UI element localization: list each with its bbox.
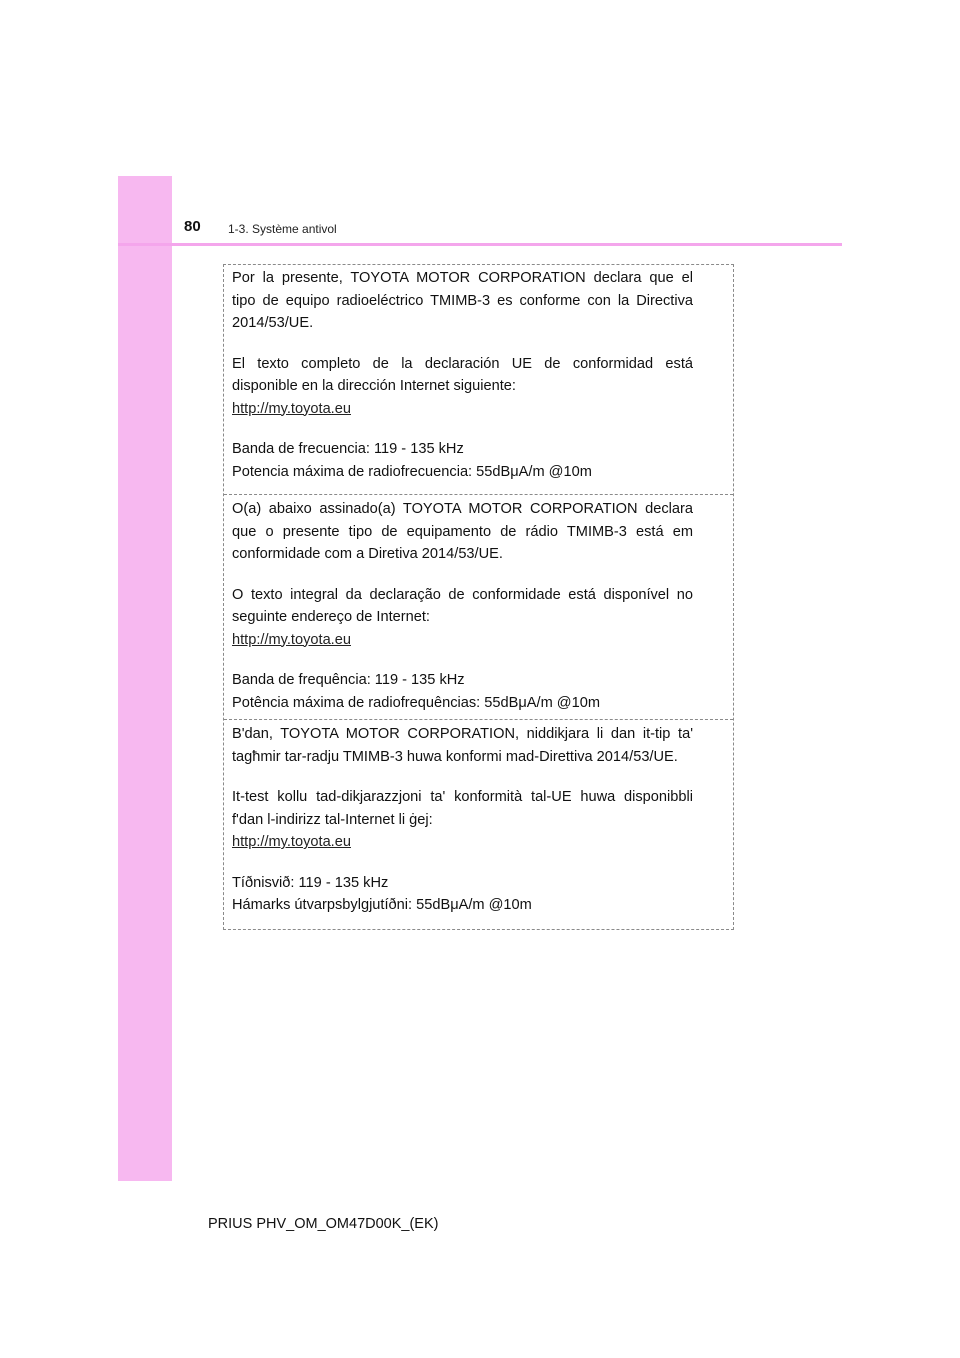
- declaration-link[interactable]: http://my.toyota.eu: [232, 631, 351, 648]
- declaration-link[interactable]: http://my.toyota.eu: [232, 400, 351, 417]
- text-line: disponible en la dirección Internet siguiente:: [232, 378, 516, 394]
- max-power-line: Potencia máxima de radiofrecuencia: 55dBμA/m @10m: [232, 463, 592, 480]
- text-line: f'dan l-indirizz tal-Internet li ġej:: [232, 811, 433, 828]
- frequency-band-line: Banda de frecuencia: 119 - 135 kHz: [232, 441, 464, 457]
- radio-specs-paragraph: [232, 872, 733, 917]
- declaration-block-maltese: [224, 719, 733, 929]
- text-line: tipo de equipo radioeléctrico TMIMB-3 es conforme con la Directiva: [232, 292, 693, 309]
- max-power-line: Potência máxima de radiofrequências: 55dBμA/m @10m: [232, 694, 600, 711]
- section-title: 1-3. Système antivol: [228, 222, 337, 236]
- text-line: tagħmir tar-radju TMIMB-3 huwa konformi mad-Direttiva 2014/53/UE.: [232, 748, 678, 765]
- text-line: que o presente tipo de equipamento de rádio TMIMB-3 está em: [232, 523, 693, 540]
- text-line: 2014/53/UE.: [232, 315, 314, 331]
- text-line: Por la presente, TOYOTA MOTOR CORPORATION declara que el: [232, 270, 693, 286]
- availability-paragraph: [232, 786, 733, 854]
- availability-paragraph: [232, 584, 733, 652]
- text-line: It-test kollu tad-dikjarazzjoni ta' konformità tal-UE huwa disponibbli: [232, 789, 693, 805]
- radio-specs-paragraph: [232, 438, 733, 483]
- declaration-paragraph: [232, 723, 733, 768]
- declaration-block-spanish: [224, 265, 733, 494]
- declaration-box: [223, 264, 734, 930]
- declaration-link[interactable]: http://my.toyota.eu: [232, 834, 351, 850]
- availability-paragraph: [232, 353, 733, 421]
- max-power-line: Hámarks útvarpsbylgjutíðni: 55dBμA/m @10m: [232, 897, 532, 913]
- frequency-band-line: Banda de frequência: 119 - 135 kHz: [232, 672, 465, 688]
- page-number: 80: [184, 218, 201, 235]
- declaration-block-portuguese: [224, 494, 733, 719]
- declaration-paragraph: [232, 498, 733, 566]
- document-code: PRIUS PHV_OM_OM47D00K_(EK): [208, 1216, 439, 1232]
- text-line: B'dan, TOYOTA MOTOR CORPORATION, niddikjara li dan it-tip ta': [232, 726, 693, 742]
- header-rule: [118, 243, 842, 246]
- side-color-band: [118, 176, 172, 1181]
- text-line: O(a) abaixo assinado(a) TOYOTA MOTOR CORPORATION declara: [232, 501, 693, 517]
- text-line: seguinte endereço de Internet:: [232, 609, 430, 625]
- text-line: El texto completo de la declaración UE de conformidad está: [232, 355, 693, 372]
- radio-specs-paragraph: [232, 669, 733, 714]
- frequency-band-line: Tíðnisvið: 119 - 135 kHz: [232, 874, 389, 891]
- text-line: O texto integral da declaração de conformidade está disponível no: [232, 586, 693, 603]
- declaration-paragraph: [232, 267, 733, 335]
- text-line: conformidade com a Diretiva 2014/53/UE.: [232, 546, 503, 562]
